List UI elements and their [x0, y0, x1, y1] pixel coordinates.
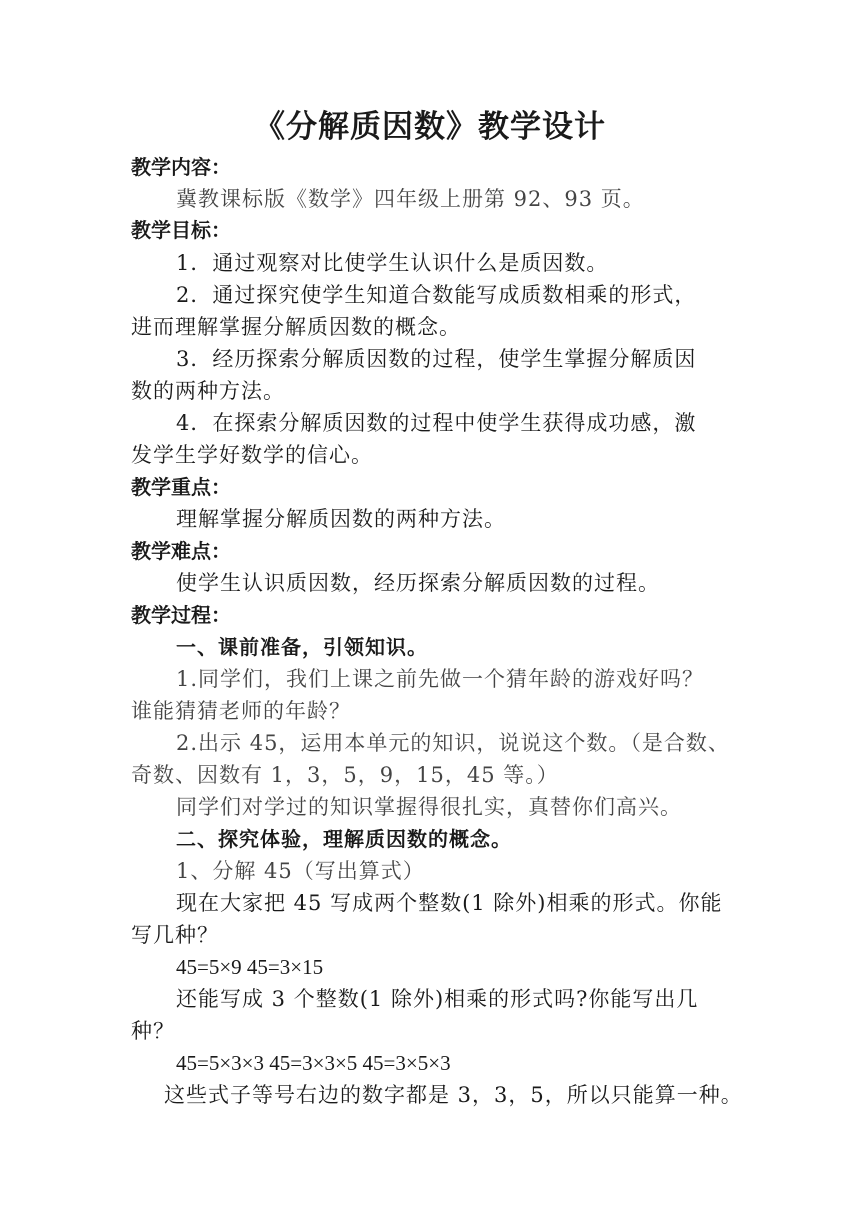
document-title: 《分解质因数》教学设计: [254, 109, 606, 145]
process-item-2-line-1: 2.出示 45，运用本单元的知识，说说这个数。（是合数、: [176, 731, 730, 755]
process-praise: 同学们对学过的知识掌握得很扎实，真替你们高兴。: [176, 795, 682, 819]
part-1-heading: 一、课前准备，引领知识。: [176, 635, 428, 659]
equation-three-factors: 45=5×3×3 45=3×3×5 45=3×5×3: [176, 1051, 451, 1075]
focus-text: 理解掌握分解质因数的两种方法。: [176, 507, 506, 531]
goal-4-line-2: 发学生学好数学的信心。: [131, 443, 373, 467]
heading-teaching-content: 教学内容：: [131, 155, 231, 179]
three-factor-prompt-line-1: 还能写成 3 个整数(1 除外)相乘的形式吗?你能写出几: [176, 987, 699, 1011]
goal-2-line-2: 进而理解掌握分解质因数的概念。: [131, 315, 461, 339]
goal-3-line-2: 数的两种方法。: [131, 379, 285, 403]
decompose-45-label: 1、分解 45（写出算式）: [176, 859, 425, 883]
conclusion-text: 这些式子等号右边的数字都是 3，3，5，所以只能算一种。: [164, 1083, 743, 1107]
part-2-heading: 二、探究体验，理解质因数的概念。: [176, 827, 512, 851]
difficulty-text: 使学生认识质因数，经历探索分解质因数的过程。: [176, 571, 660, 595]
process-item-1-line-2: 谁能猜猜老师的年龄？: [131, 699, 351, 723]
two-factor-prompt-line-1: 现在大家把 45 写成两个整数(1 除外)相乘的形式。你能: [176, 891, 723, 915]
heading-teaching-goals: 教学目标：: [131, 218, 231, 242]
goal-4-line-1: 4．在探索分解质因数的过程中使学生获得成功感，激: [176, 411, 697, 435]
content-text: 冀教课标版《数学》四年级上册第 92、93 页。: [176, 187, 645, 211]
two-factor-prompt-line-2: 写几种？: [131, 923, 219, 947]
equation-two-factors: 45=5×9 45=3×15: [176, 955, 324, 979]
goal-3-line-1: 3．经历探索分解质因数的过程，使学生掌握分解质因: [176, 347, 697, 371]
process-item-2-line-2: 奇数、因数有 1，3，5，9，15，45 等。）: [131, 763, 559, 787]
goal-2-line-1: 2．通过探究使学生知道合数能写成质数相乘的形式，: [176, 283, 697, 307]
heading-teaching-process: 教学过程：: [131, 603, 231, 627]
three-factor-prompt-line-2: 种？: [131, 1019, 175, 1043]
heading-teaching-focus: 教学重点：: [131, 475, 231, 499]
goal-1: 1．通过观察对比使学生认识什么是质因数。: [176, 251, 609, 275]
heading-teaching-difficulty: 教学难点：: [131, 539, 231, 563]
process-item-1-line-1: 1.同学们，我们上课之前先做一个猜年龄的游戏好吗？: [176, 667, 705, 691]
